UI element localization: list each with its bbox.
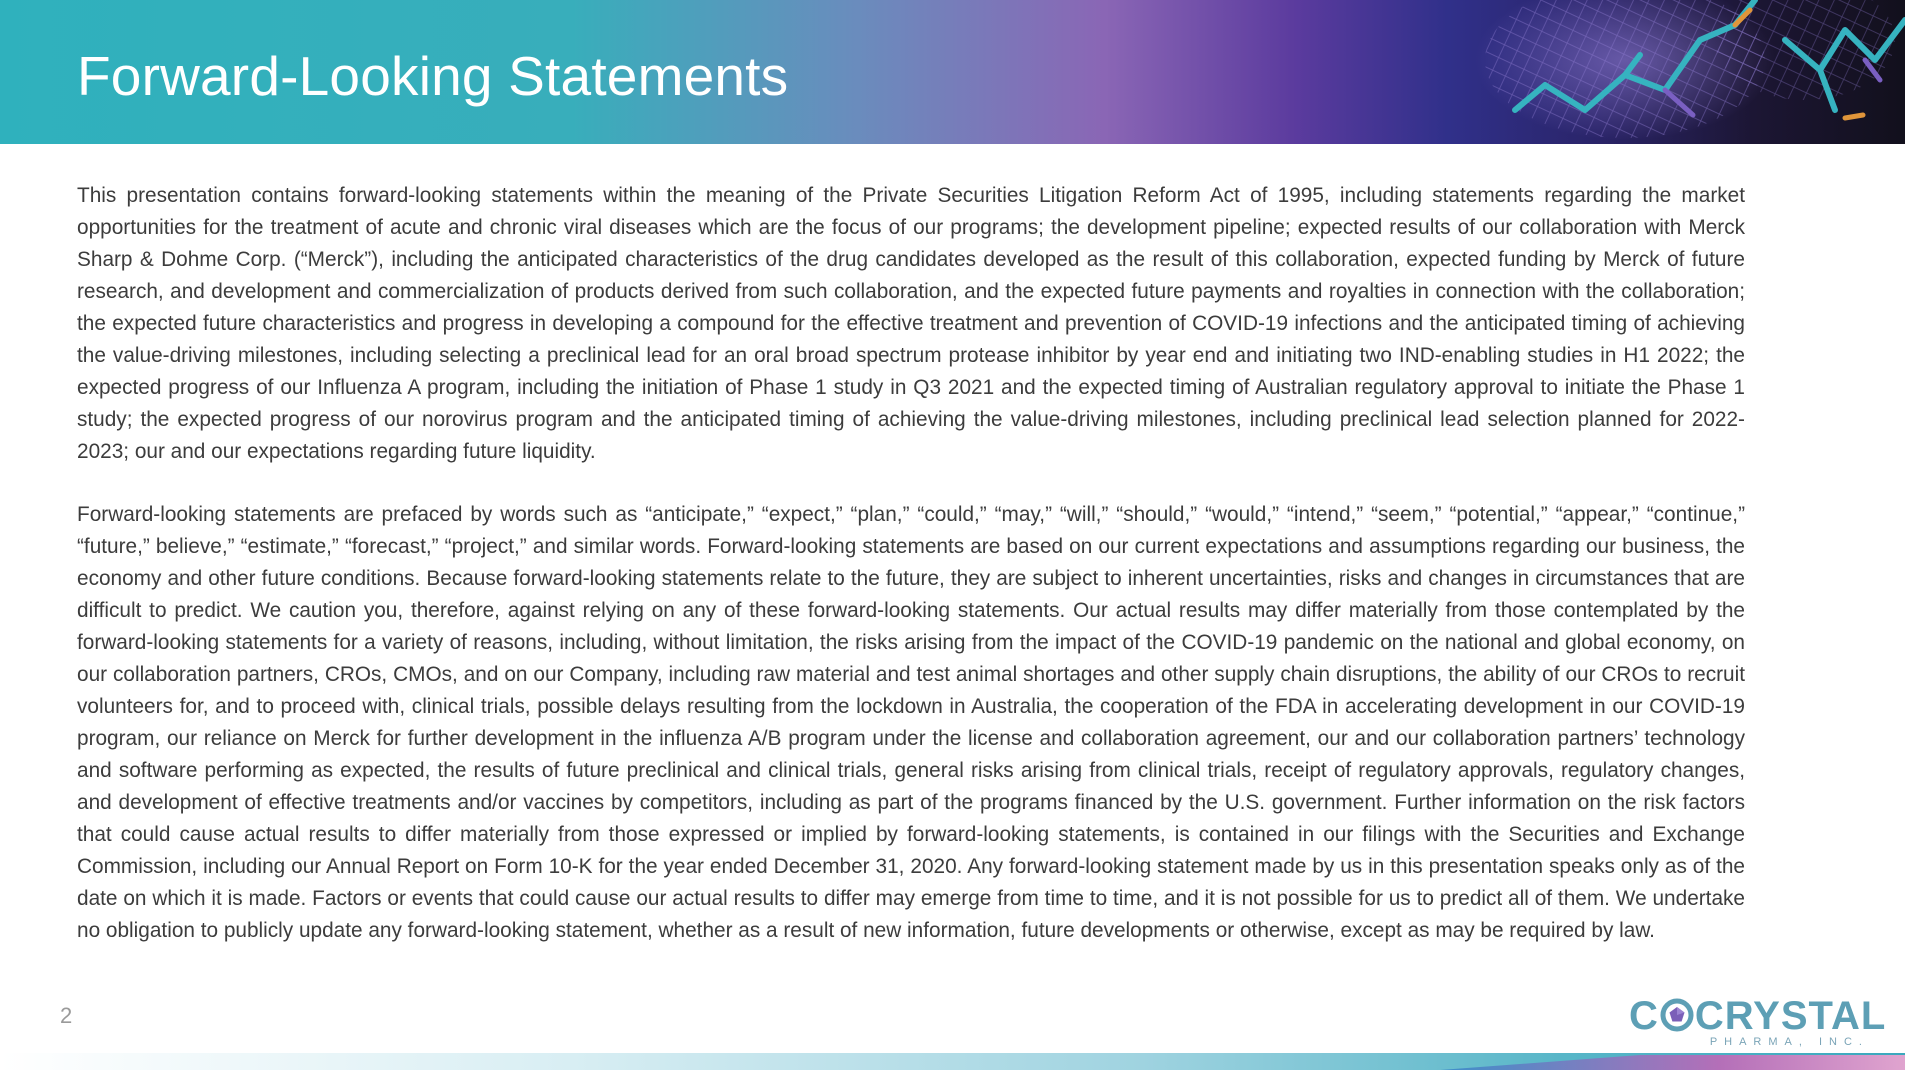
header-banner	[0, 0, 1905, 144]
disclaimer-paragraph: Forward-looking statements are prefaced by words such as “anticipate,” “expect,” “plan,” “could,” “may,” “will,” “should,” “would,” “intend,” “seem,” “potential,” “appear,” “continue,” “future,” believe,” “estimate,” “forecast,” “project,” and similar words. Forward-looking statements are based on our current expectations and assumptions regarding our business, the economy and other future conditions. Because forward-looking statements relate to the future, they are subject to inherent uncertainties, risks and changes in circumstances that are difficult to predict. We caution you, therefore, against relying on any of these forward-looking statements. Our actual results may differ materially from those contemplated by the forward-looking statements for a variety of reasons, including, without limitation, the risks arising from the impact of the COVID-19 pandemic on the national and global economy, on our collaboration partners, CROs, CMOs, and on our Company, including raw material and test animal shortages and other supply chain disruptions, the ability of our CROs to recruit volunteers for, and to proceed with, clinical trials, possible delays resulting from the lockdown in Australia, the cooperation of the FDA in accelerating development in our COVID-19 program, our reliance on Merck for further development in the influenza A/B program under the license and collaboration agreement, our and our collaboration partners’ technology and software performing as expected, the results of future preclinical and clinical trials, general risks arising from clinical trials, receipt of regulatory approvals, regulatory changes, and development of effective treatments and/or vaccines by competitors, including as part of the programs financed by the U.S. government. Further information on the risk factors that could cause actual results to differ materially from those expressed or implied by forward-looking statements, is contained in our filings with the Securities and Exchange Commission, including our Annual Report on Form 10-K for the year ended December 31, 2020. Any forward-looking statement made by us in this presentation speaks only as of the date on which it is made. Factors or events that could cause our actual results to differ may emerge from time to time, and it is not possible for us to predict all of them. We undertake no obligation to publicly update any forward-looking statement, whether as a result of new information, future developments or otherwise, except as may be required by law.	[77, 503, 1745, 942]
molecule-decoration-icon	[1425, 0, 1905, 144]
crystal-pentagon-icon	[1660, 998, 1694, 1032]
logo-word-start: C	[1629, 994, 1659, 1038]
page-title: Forward-Looking Statements	[77, 45, 789, 107]
page-number: 2	[60, 1003, 73, 1028]
logo-word-end: CRYSTAL	[1694, 994, 1887, 1038]
disclaimer-body	[77, 180, 1745, 947]
footer-gradient-band	[0, 1053, 1905, 1070]
logo-wordmark	[1629, 994, 1886, 1038]
company-logo	[1625, 994, 1887, 1050]
logo-subtitle: PHARMA, INC.	[1709, 1036, 1869, 1048]
disclaimer-paragraph: This presentation contains forward-looking statements within the meaning of the Private Securities Litigation Reform Act of 1995, including statements regarding the market opportunities for the treatment of acute and chronic viral diseases which are the focus of our programs; the development pipeline; expected results of our collaboration with Merck Sharp & Dohme Corp. (“Merck”), including the anticipated characteristics of the drug candidates developed as the result of this collaboration, expected funding by Merck of future research, and development and commercialization of products derived from such collaboration, and the expected future payments and royalties in connection with the collaboration; the expected future characteristics and progress in developing a compound for the effective treatment and prevention of COVID-19 infections and the anticipated timing of achieving the value-driving milestones, including selecting a preclinical lead for an oral broad spectrum protease inhibitor by year end and initiating two IND-enabling studies in H1 2022; the expected progress of our Influenza A program, including the initiation of Phase 1 study in Q3 2021 and the expected timing of Australian regulatory approval to initiate the Phase 1 study; the expected progress of our norovirus program and the anticipated timing of achieving the value-driving milestones, including preclinical lead selection planned for 2022-2023; our and our expectations regarding future liquidity.	[77, 184, 1745, 463]
